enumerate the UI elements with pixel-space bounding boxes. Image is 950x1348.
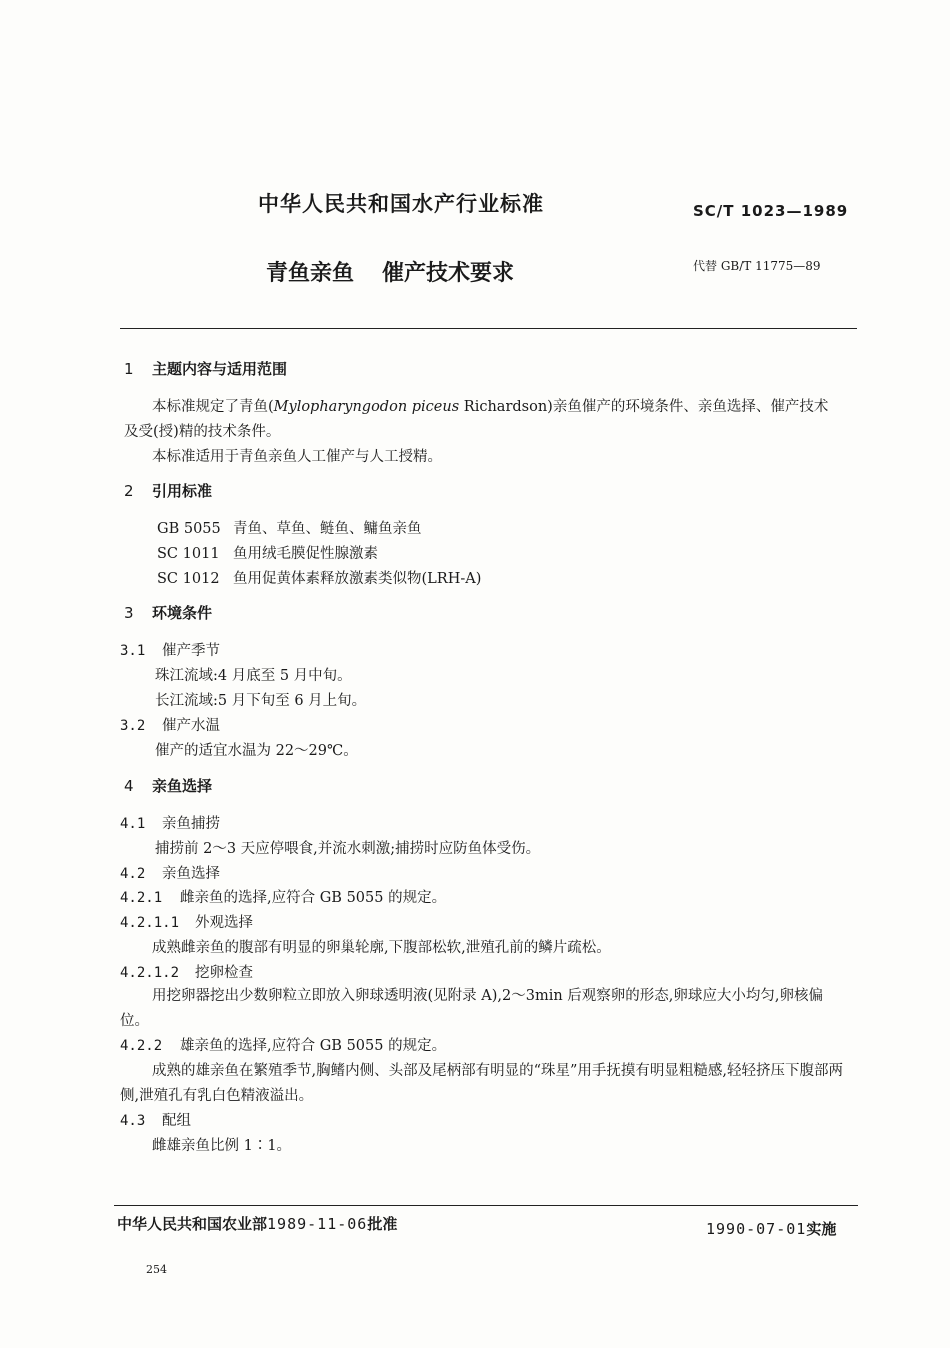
footer-divider xyxy=(114,1205,858,1206)
clause-4-2-1 xyxy=(120,886,446,907)
clause-number: 3.2 xyxy=(120,718,146,734)
header-divider xyxy=(120,328,857,329)
section-1-paragraph-1 xyxy=(124,395,830,445)
section-3-number: 3 xyxy=(124,604,134,622)
clause-number: 4.2.2 xyxy=(120,1038,163,1054)
clause-title: 配组 xyxy=(162,1113,191,1129)
reference-title: 鱼用促黄体素释放激素类似物(LRH-A) xyxy=(233,571,482,587)
clause-4-2 xyxy=(120,862,220,883)
effective-date: 1990-07-01 xyxy=(706,1220,807,1238)
clause-3-2 xyxy=(120,714,220,735)
clause-4-1 xyxy=(120,812,220,833)
section-3-title: 环境条件 xyxy=(152,604,213,622)
document-title-part-a: 青鱼亲鱼 xyxy=(266,261,355,286)
reference-item xyxy=(157,517,422,538)
reference-code: GB 5055 xyxy=(157,521,221,537)
section-2-title: 引用标准 xyxy=(152,482,213,500)
clause-number: 3.1 xyxy=(120,643,146,659)
clause-number: 4.2 xyxy=(120,866,146,882)
document-title xyxy=(266,256,514,287)
clause-title: 雌亲鱼的选择,应符合 GB 5055 的规定。 xyxy=(180,890,447,906)
reference-title: 鱼用绒毛膜促性腺激素 xyxy=(233,546,378,562)
clause-number: 4.2.1.2 xyxy=(120,965,180,981)
clause-title: 催产季节 xyxy=(162,643,220,659)
clause-number: 4.3 xyxy=(120,1113,146,1129)
reference-item xyxy=(157,567,481,588)
clause-3-2-line-1: 催产的适宜水温为 22～29℃。 xyxy=(155,743,358,759)
clause-title: 雄亲鱼的选择,应符合 GB 5055 的规定。 xyxy=(180,1038,447,1054)
clause-4-2-1-1 xyxy=(120,911,253,932)
effective-line xyxy=(706,1218,836,1239)
standard-code: SC/T 1023—1989 xyxy=(693,202,849,220)
clause-number: 4.2.1 xyxy=(120,890,163,906)
approval-line xyxy=(117,1213,397,1234)
clause-4-2-2-text: 成熟的雄亲鱼在繁殖季节,胸鳍内侧、头部及尾柄部有明显的“珠星”用手抚摸有明显粗糙感,轻轻挤压下腹部两侧,泄殖孔有乳白色精液溢出。 xyxy=(120,1063,844,1104)
org-title: 中华人民共和国水产行业标准 xyxy=(258,192,544,216)
section-4-number: 4 xyxy=(124,777,134,795)
section-1-heading xyxy=(124,358,287,379)
clause-4-2-1-2-text: 用挖卵器挖出少数卵粒立即放入卵球透明液(见附录 A),2～3min 后观察卵的形态,卵球应大小均匀,卵核偏位。 xyxy=(120,988,824,1029)
approving-authority: 中华人民共和国农业部 xyxy=(117,1215,268,1233)
section-1-title: 主题内容与适用范围 xyxy=(152,360,288,378)
clause-number: 4.1 xyxy=(120,816,146,832)
reference-code: SC 1011 xyxy=(157,546,220,562)
approval-date: 1989-11-06 xyxy=(267,1215,368,1233)
clause-title: 催产水温 xyxy=(162,718,220,734)
s1-p1-pre: 本标准规定了青鱼( xyxy=(152,399,274,415)
replaces-note: 代替 GB/T 11775—89 xyxy=(693,259,821,273)
clause-title: 挖卵检查 xyxy=(195,965,253,981)
clause-3-1 xyxy=(120,639,220,660)
section-2-heading xyxy=(124,480,212,501)
reference-item xyxy=(157,542,378,563)
section-1-paragraph-2: 本标准适用于青鱼亲鱼人工催产与人工授精。 xyxy=(152,449,442,465)
section-2-number: 2 xyxy=(124,482,134,500)
species-name: Mylopharyngodon piceus xyxy=(273,399,460,415)
clause-3-1-line-2: 长江流域:5 月下旬至 6 月上旬。 xyxy=(155,693,367,709)
clause-title: 亲鱼捕捞 xyxy=(162,816,220,832)
document-title-part-b: 催产技术要求 xyxy=(382,261,515,286)
clause-4-1-text: 捕捞前 2～3 天应停喂食,并流水刺激;捕捞时应防鱼体受伤。 xyxy=(155,841,541,857)
clause-title: 外观选择 xyxy=(195,915,253,931)
section-3-heading xyxy=(124,602,212,623)
approval-suffix: 批准 xyxy=(367,1215,398,1233)
section-1-number: 1 xyxy=(124,360,134,378)
clause-4-3 xyxy=(120,1109,191,1130)
clause-title: 亲鱼选择 xyxy=(162,866,220,882)
effective-suffix: 实施 xyxy=(806,1220,837,1238)
s1-p1-post: Richardson)亲鱼催产的环境条件、亲鱼选择、催产技术及受(授)精的技术条件。 xyxy=(124,399,829,440)
clause-4-2-1-2 xyxy=(120,961,253,982)
section-4-heading xyxy=(124,775,212,796)
clause-number: 4.2.1.1 xyxy=(120,915,180,931)
clause-4-2-1-1-text: 成熟雌亲鱼的腹部有明显的卵巢轮廓,下腹部松软,泄殖孔前的鳞片疏松。 xyxy=(152,940,611,956)
section-4-title: 亲鱼选择 xyxy=(152,777,213,795)
clause-4-2-2 xyxy=(120,1034,446,1055)
reference-code: SC 1012 xyxy=(157,571,220,587)
page-number: 254 xyxy=(146,1263,167,1276)
reference-title: 青鱼、草鱼、鲢鱼、鳙鱼亲鱼 xyxy=(233,521,422,537)
clause-4-3-text: 雌雄亲鱼比例 1∶1。 xyxy=(152,1138,292,1154)
clause-3-1-line-1: 珠江流域:4 月底至 5 月中旬。 xyxy=(155,668,352,684)
